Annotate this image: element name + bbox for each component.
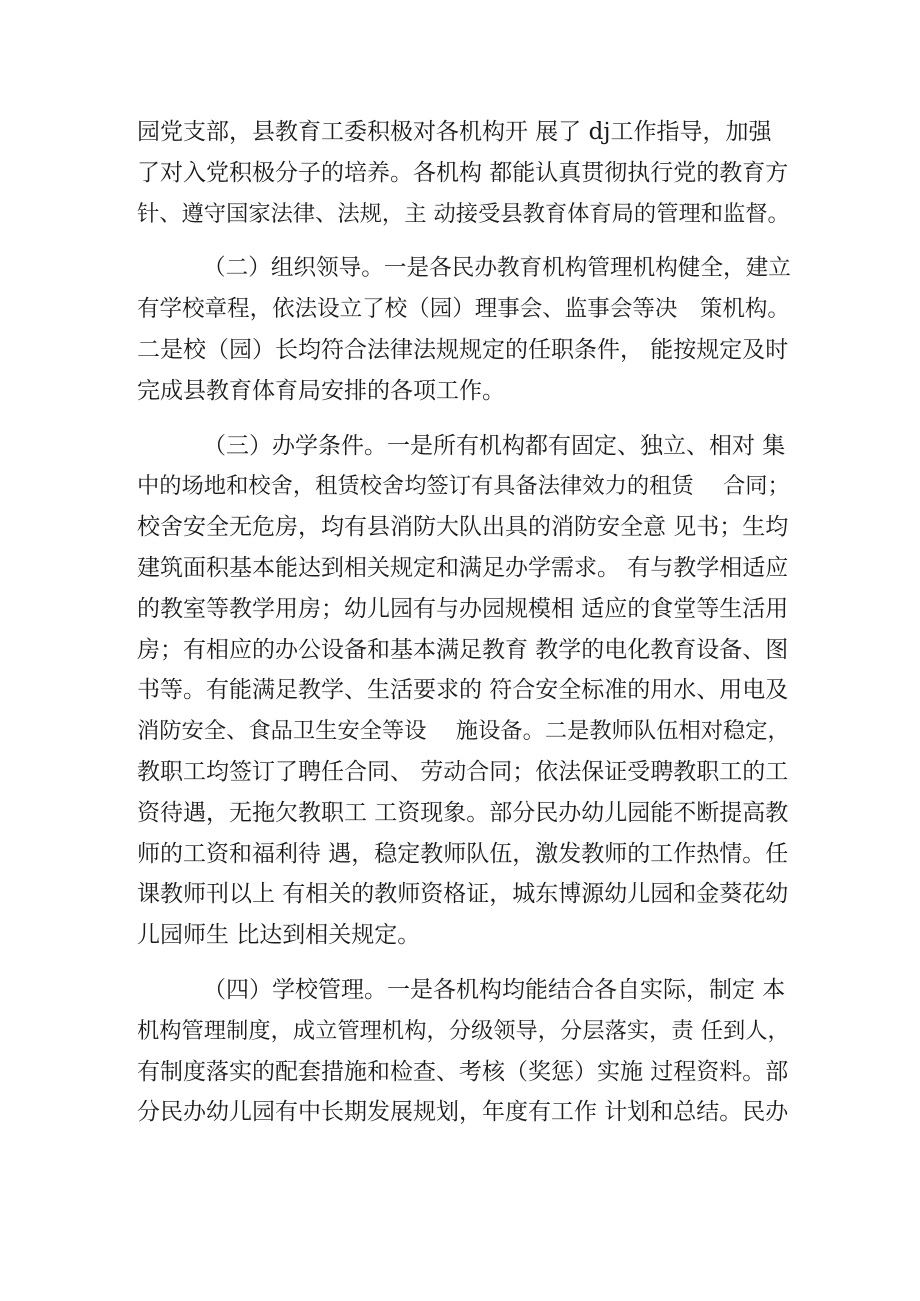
- text-line: （四）学校管理。一是各机构均能结合各自实际，制定 本: [203, 976, 786, 1003]
- text-line: 针、遵守国家法律、法规，主 动接受县教育体育局的管理和监督。: [137, 200, 790, 227]
- paragraph-organization: [137, 248, 797, 411]
- paragraph-conditions: [137, 426, 797, 956]
- paragraph-continued: [137, 112, 797, 234]
- text-line: 园党支部，县教育工委积极对各机构开 展了 dj工作指导，加强: [137, 119, 772, 145]
- text-line: 资待遇，无拖欠教职工 工资现象。部分民办幼儿园能不断提高教: [137, 799, 789, 826]
- text-line: 书等。有能满足教学、生活要求的 符合安全标准的用水、用电及: [137, 677, 789, 704]
- paragraph-gap: [137, 412, 797, 426]
- text-line: 的教室等教学用房；幼儿园有与办园规模相 适应的食堂等生活用: [137, 595, 789, 622]
- text-line: （二）组织领导。一是各民办教育机构管理机构健全，建立: [203, 255, 791, 282]
- text-line: 房；有相应的办公设备和基本满足教育 教学的电化教育设备、图: [137, 636, 789, 663]
- text-line: 建筑面积基本能达到相关规定和满足办学需求。 有与教学相适应: [137, 554, 789, 581]
- paragraph-gap: [137, 956, 797, 970]
- text-line: 消防安全、食品卫生安全等设 施设备。二是教师队伍相对稳定，: [137, 718, 790, 745]
- text-line: 完成县教育体育局安排的各项工作。: [137, 377, 505, 404]
- text-line: 教职工均签订了聘任合同、 劳动合同；依法保证受聘教职工的工: [137, 758, 789, 785]
- body-text: [137, 112, 797, 1133]
- text-line: 课教师刊以上 有相关的教师资格证，城东博源幼儿园和金葵花幼: [137, 881, 789, 908]
- text-line: 分民办幼儿园有中长期发展规划，年度有工作 计划和总结。民办: [137, 1099, 789, 1126]
- paragraph-management: [137, 970, 797, 1133]
- text-line: 有学校章程，依法设立了校（园）理事会、监事会等决 策机构。: [137, 296, 790, 323]
- text-line: 中的场地和校舍，租赁校舍均签订有具备法律效力的租赁 合同；: [137, 473, 790, 500]
- text-line: （三）办学条件。一是所有机构都有固定、独立、相对 集: [203, 432, 786, 459]
- text-line: 有制度落实的配套措施和检查、考核（奖惩）实施 过程资料。部: [137, 1058, 789, 1085]
- text-line: 师的工资和福利待 遇，稳定教师队伍，激发教师的工作热情。任: [137, 840, 789, 867]
- text-line: 二是校（园）长均符合法律法规规定的任职条件， 能按规定及时: [137, 336, 789, 363]
- paragraph-gap: [137, 234, 797, 248]
- text-line: 机构管理制度，成立管理机构，分级领导，分层落实，责 任到人，: [137, 1017, 790, 1044]
- text-line: 了对入党积极分子的培养。各机构 都能认真贯彻执行党的教育方: [137, 159, 789, 186]
- text-line: 儿园师生 比达到相关规定。: [137, 922, 421, 949]
- text-line: 校舍安全无危房，均有县消防大队出具的消防安全意 见书；生均: [137, 514, 789, 541]
